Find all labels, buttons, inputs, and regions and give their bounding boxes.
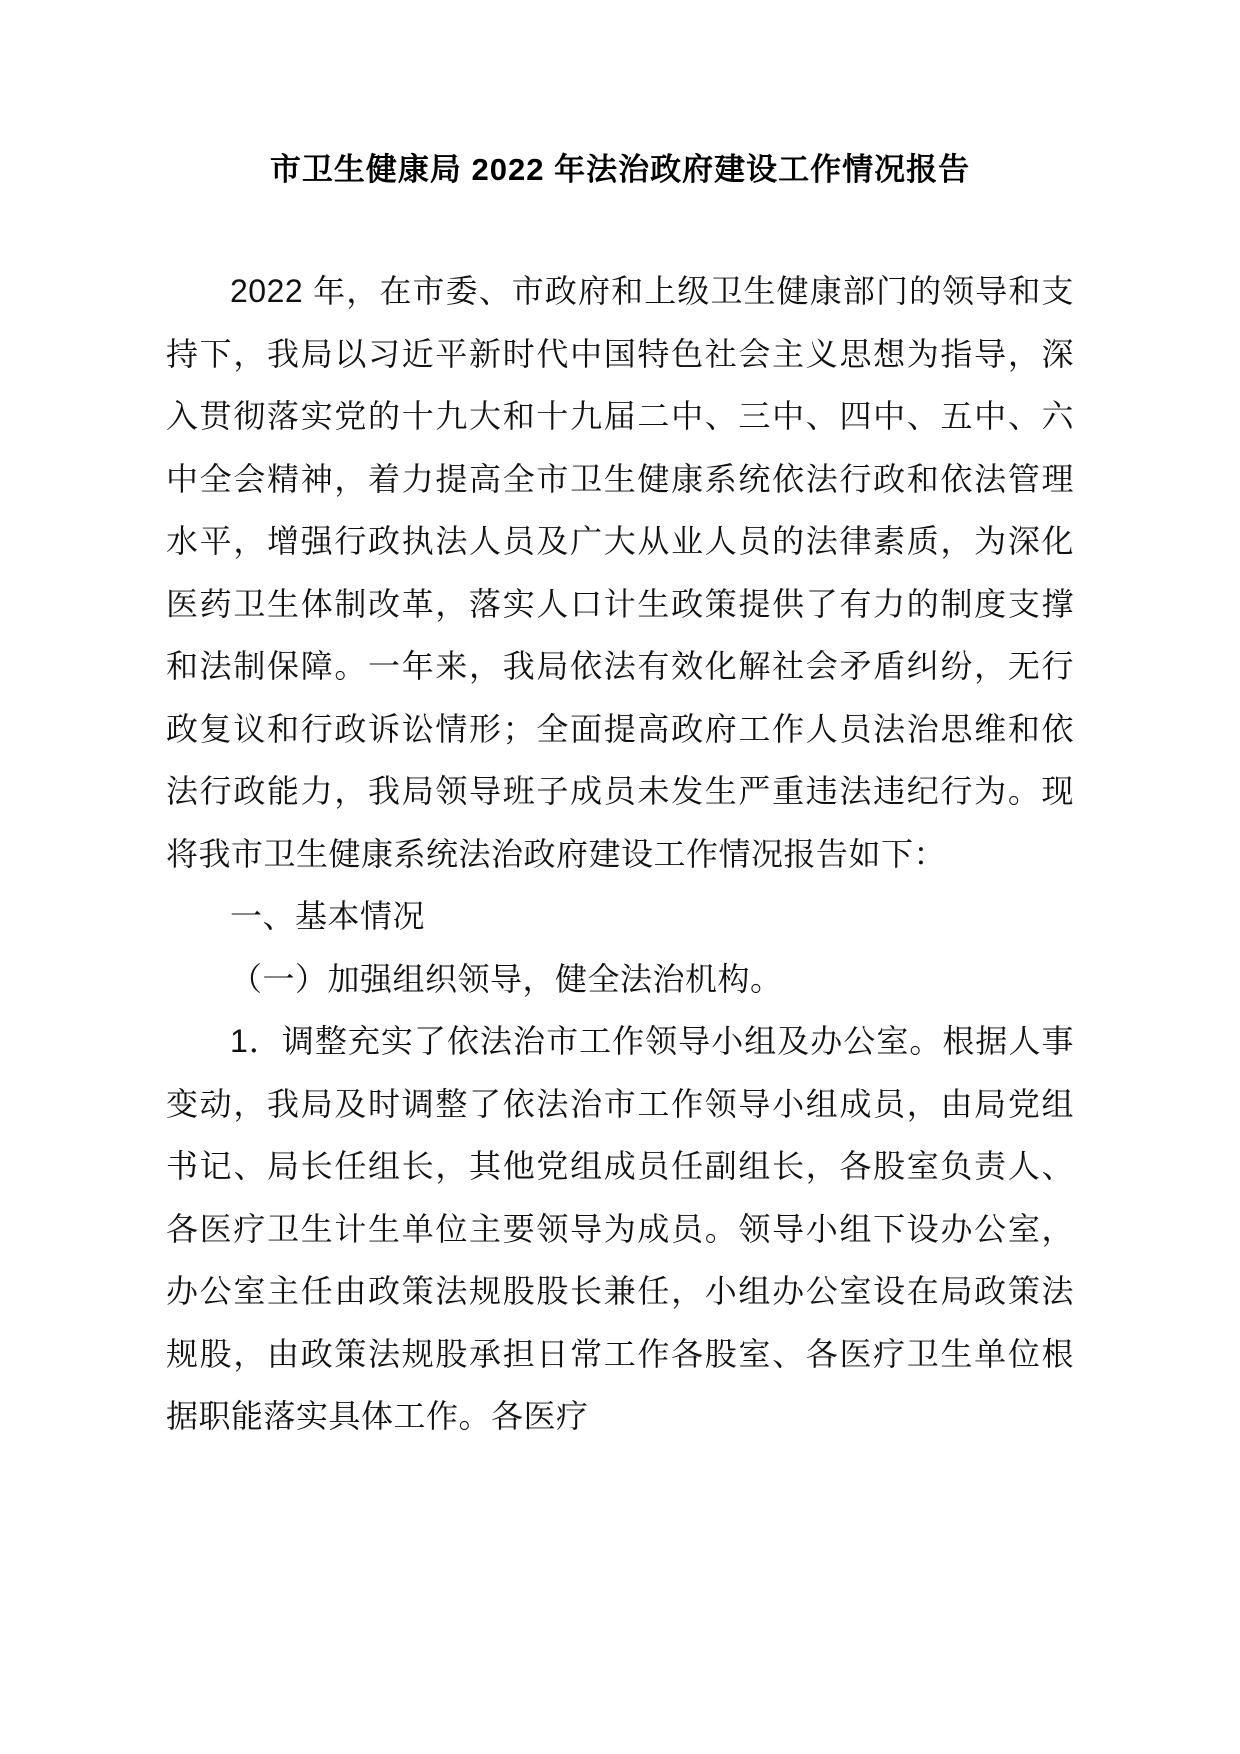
paragraph-section-heading: 一、基本情况 bbox=[230, 898, 426, 934]
document-title: 市卫生健康局 2022 年法治政府建设工作情况报告 bbox=[269, 152, 971, 187]
paragraph-item-1: 1．调整充实了依法治市工作领导小组及办公室。根据人事变动，我局及时调整了依法治市工作领导小组成员，由局党组书记、局长任组长，其他党组成员任副组长，各股室负责人、各医疗卫生计生单位主要领导为成员。领导小组下设办公室，办公室主任由政策法规股股长兼任，小组办公室设在局政策法规股，由政策法规股承担日常工作各股室、各医疗卫生单位根据职能落实具体工作。各医疗 bbox=[166, 1023, 1074, 1434]
paragraph-intro: 2022 年，在市委、市政府和上级卫生健康部门的领导和支持下，我局以习近平新时代中国特色社会主义思想为指导，深入贯彻落实党的十九大和十九届二中、三中、四中、五中、六中全会精神，着力提高全市卫生健康系统依法行政和依法管理水平，增强行政执法人员及广大从业人员的法律素质，为深化医药卫生体制改革，落实人口计生政策提供了有力的制度支撑和法制保障。一年来，我局依法有效化解社会矛盾纠纷，无行政复议和行政诉讼情形；全面提高政府工作人员法治思维和依法行政能力，我局领导班子成员未发生严重违法违纪行为。现将我市卫生健康系统法治政府建设工作情况报告如下： bbox=[166, 273, 1074, 872]
paragraph-subsection-heading: （一）加强组织领导，健全法治机构。 bbox=[230, 960, 783, 997]
